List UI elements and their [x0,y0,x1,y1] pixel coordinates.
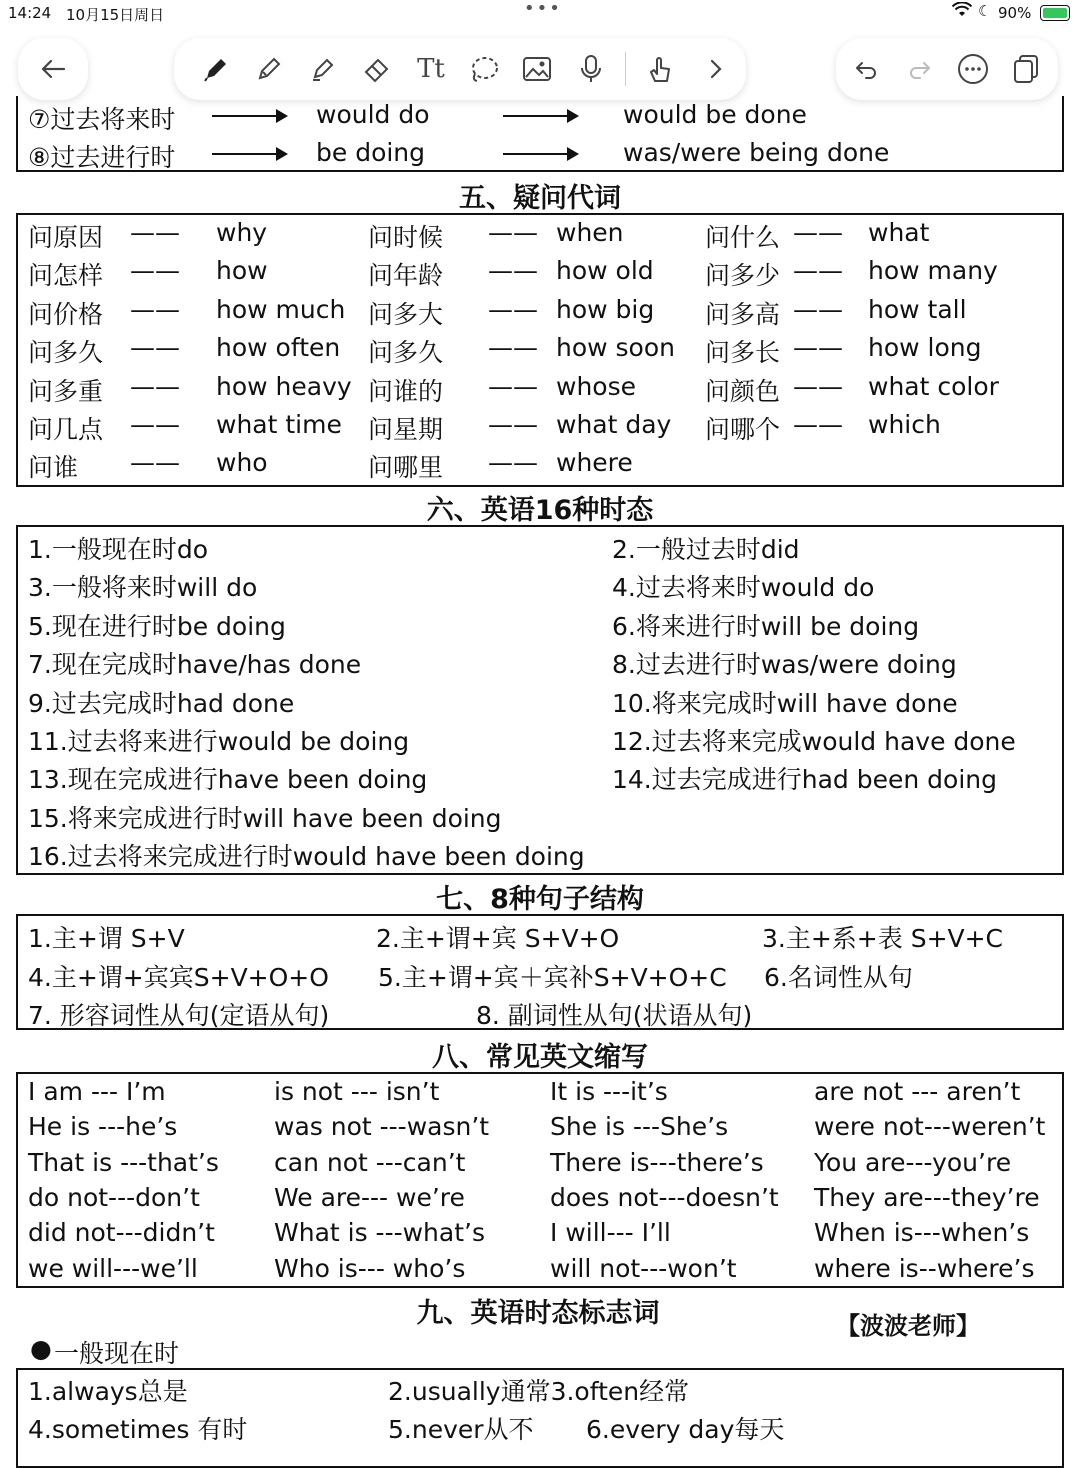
hand-touch-icon[interactable] [640,49,680,89]
dash-separator: —— [793,294,843,324]
contraction-item: does not---doesn’t [550,1182,779,1212]
section-title: 六、英语16种时态 [426,495,654,526]
question-label: 问星期 [368,415,444,444]
question-label: 问几点 [28,415,104,444]
chevron-right-icon[interactable] [696,49,736,89]
contraction-item: I am --- I’m [28,1077,166,1106]
dash-separator: —— [130,218,180,247]
structure-item: 8. 副词性从句(状语从句) [476,1001,753,1030]
dash-separator: —— [130,371,180,401]
question-word: where [556,448,633,478]
dash-separator: —— [793,333,843,363]
dash-separator: —— [793,256,843,286]
dash-separator: —— [130,410,180,439]
contraction-item: When is---when’s [814,1218,1030,1248]
question-word: how old [556,256,654,286]
question-label: 问谁的 [368,376,444,406]
dash-separator: —— [793,218,843,247]
active-form: be doing [316,138,426,167]
arrow-icon [212,115,282,117]
question-label: 问什么 [705,223,781,252]
pencil-tool-icon[interactable] [249,49,289,89]
contraction-item: You are---you’re [814,1147,1012,1177]
status-time: 14:24 [8,4,52,22]
question-word: how long [868,333,982,363]
section-title: 五、疑问代词 [459,183,621,214]
question-label: 问颜色 [705,376,781,406]
tense-item: 12.过去将来完成would have done [612,727,1016,756]
contraction-item: did not---didn’t [28,1218,215,1248]
question-label: 问多长 [705,338,781,368]
status-date: 10月15日周日 [66,6,165,24]
battery-icon [1040,5,1070,21]
eraser-tool-icon[interactable] [357,49,397,89]
question-word: what day [556,410,672,439]
status-bar [0,0,1080,28]
moon-icon: ☾ [978,2,992,20]
structure-item: 3.主+系+表 S+V+C [762,924,1004,953]
tense-item: 11.过去将来进行would be doing [28,727,410,756]
tense-item: 2.一般过去时did [612,535,800,564]
signal-word: 4.sometimes 有时 [28,1415,248,1444]
contraction-item: She is ---She’s [550,1112,729,1142]
structure-item: 4.主+谓+宾宾S+V+O+O [28,962,329,992]
dash-separator: —— [488,256,538,286]
question-word: what time [216,410,342,439]
arrow-icon [212,153,282,155]
tense-item: 15.将来完成进行时will have been doing [28,803,502,833]
contraction-item: That is ---that’s [28,1147,219,1177]
dash-separator: —— [488,448,538,478]
dash-separator: —— [488,294,538,324]
bullet-dot-icon: ● [30,1334,52,1363]
question-label: 问时候 [368,223,444,252]
text-tool-icon[interactable]: Tt [417,54,445,84]
multitask-dots-icon[interactable]: ••• [524,0,562,19]
tense-item: 8.过去进行时was/were doing [612,650,957,680]
undo-icon[interactable] [846,49,886,89]
toolbar-divider [625,52,626,86]
tense-label: ⑧过去进行时 [28,143,176,172]
dash-separator: —— [488,410,538,439]
dash-separator: —— [130,294,180,324]
question-word: which [868,410,941,439]
tense-item: 1.一般现在时do [28,535,209,564]
question-word: why [216,218,268,247]
contraction-item: I will--- I’ll [550,1218,671,1248]
question-label: 问年龄 [368,261,444,291]
question-label: 问多少 [705,261,781,291]
dash-separator: —— [488,333,538,363]
arrow-icon [503,153,573,155]
more-options-icon[interactable] [953,49,993,89]
contraction-item: do not---don’t [28,1182,200,1212]
tense-item: 16.过去将来完成进行时would have been doing [28,842,585,872]
contraction-item: What is ---what’s [274,1218,485,1248]
section-title: 九、英语时态标志词 [416,1298,660,1329]
question-label: 问多久 [28,338,104,368]
question-word: how tall [868,294,967,324]
structure-item: 5.主+谓+宾＋宾补S+V+O+C [378,962,727,992]
contraction-item: can not ---can’t [274,1147,466,1177]
question-label: 问谁 [28,453,79,483]
question-label: 问多重 [28,376,104,406]
question-word: what color [868,371,999,401]
dash-separator: —— [488,371,538,401]
contraction-item: Who is--- who’s [274,1253,466,1283]
image-tool-icon[interactable] [517,49,557,89]
tense-label: ⑦过去将来时 [28,105,176,134]
question-word: who [216,448,268,478]
tense-item: 4.过去将来时would do [612,573,875,603]
structure-item: 6.名词性从句 [764,962,913,992]
back-arrow-icon[interactable] [33,49,73,89]
contraction-item: we will---we’ll [28,1253,198,1283]
contraction-item: were not---weren’t [814,1112,1046,1142]
contraction-item: where is--where’s [814,1253,1035,1283]
highlighter-tool-icon[interactable] [303,49,343,89]
section-title: 八、常见英文缩写 [432,1042,648,1073]
active-form: would do [316,100,430,129]
signal-word: 6.every day每天 [586,1415,785,1444]
question-word: how soon [556,333,675,363]
tense-item: 9.过去完成时had done [28,688,295,718]
question-label: 问怎样 [28,261,104,291]
dash-separator: —— [488,218,538,247]
contraction-item: will not---won’t [550,1253,737,1283]
passive-form: was/were being done [623,138,890,167]
contraction-item: It is ---it’s [550,1077,668,1106]
tense-item: 10.将来完成时will have done [612,688,958,718]
passive-form: would be done [623,100,807,129]
contraction-item: There is---there’s [550,1147,764,1177]
contraction-item: We are--- we’re [274,1182,465,1212]
signal-word: 5.never从不 [388,1415,534,1444]
battery-percent: 90% [998,4,1032,22]
question-word: how [216,256,268,286]
question-label: 问原因 [28,223,104,252]
wifi-icon [952,2,972,22]
signal-word: 1.always总是 [28,1377,188,1406]
bullet-heading: 一般现在时 [54,1339,180,1368]
structure-item: 1.主+谓 S+V [28,924,185,953]
question-word: what [868,218,930,247]
microphone-icon[interactable] [571,49,611,89]
tense-item: 6.将来进行时will be doing [612,611,920,641]
question-word: whose [556,371,636,401]
question-word: how many [868,256,998,286]
question-word: how much [216,294,346,324]
dash-separator: —— [793,371,843,401]
question-word: when [556,218,624,247]
question-label: 问多大 [368,299,444,329]
dash-separator: —— [130,333,180,363]
tense-item: 13.现在完成进行have been doing [28,765,428,795]
tense-item: 5.现在进行时be doing [28,611,286,641]
contraction-item: They are---they’re [814,1182,1040,1212]
structure-item: 7. 形容词性从句(定语从句) [28,1001,330,1030]
question-label: 问哪里 [368,453,444,483]
arrow-icon [503,115,573,117]
dash-separator: —— [793,410,843,439]
tense-item: 3.一般将来时will do [28,573,258,603]
question-label: 问多久 [368,338,444,368]
redo-icon[interactable] [900,49,940,89]
pages-icon[interactable] [1006,49,1046,89]
tense-item: 14.过去完成进行had been doing [612,765,997,795]
dash-separator: —— [130,256,180,286]
section-title: 七、8种句子结构 [436,884,644,915]
tense-item: 7.现在完成时have/has done [28,650,362,680]
contraction-item: was not ---wasn’t [274,1112,490,1142]
contraction-item: is not --- isn’t [274,1077,440,1106]
question-label: 问哪个 [705,415,781,444]
contraction-item: He is ---he’s [28,1112,178,1142]
question-word: how big [556,294,655,324]
pen-tool-icon[interactable] [196,49,236,89]
author-tag: 【波波老师】 [836,1312,980,1340]
question-word: how often [216,333,341,363]
lasso-tool-icon[interactable] [464,49,504,89]
question-label: 问价格 [28,299,104,329]
question-label: 问多高 [705,299,781,329]
dash-separator: —— [130,448,180,478]
structure-item: 2.主+谓+宾 S+V+O [376,924,620,953]
signal-word: 2.usually通常3.often经常 [388,1377,690,1406]
question-word: how heavy [216,371,352,401]
contraction-item: are not --- aren’t [814,1077,1021,1106]
